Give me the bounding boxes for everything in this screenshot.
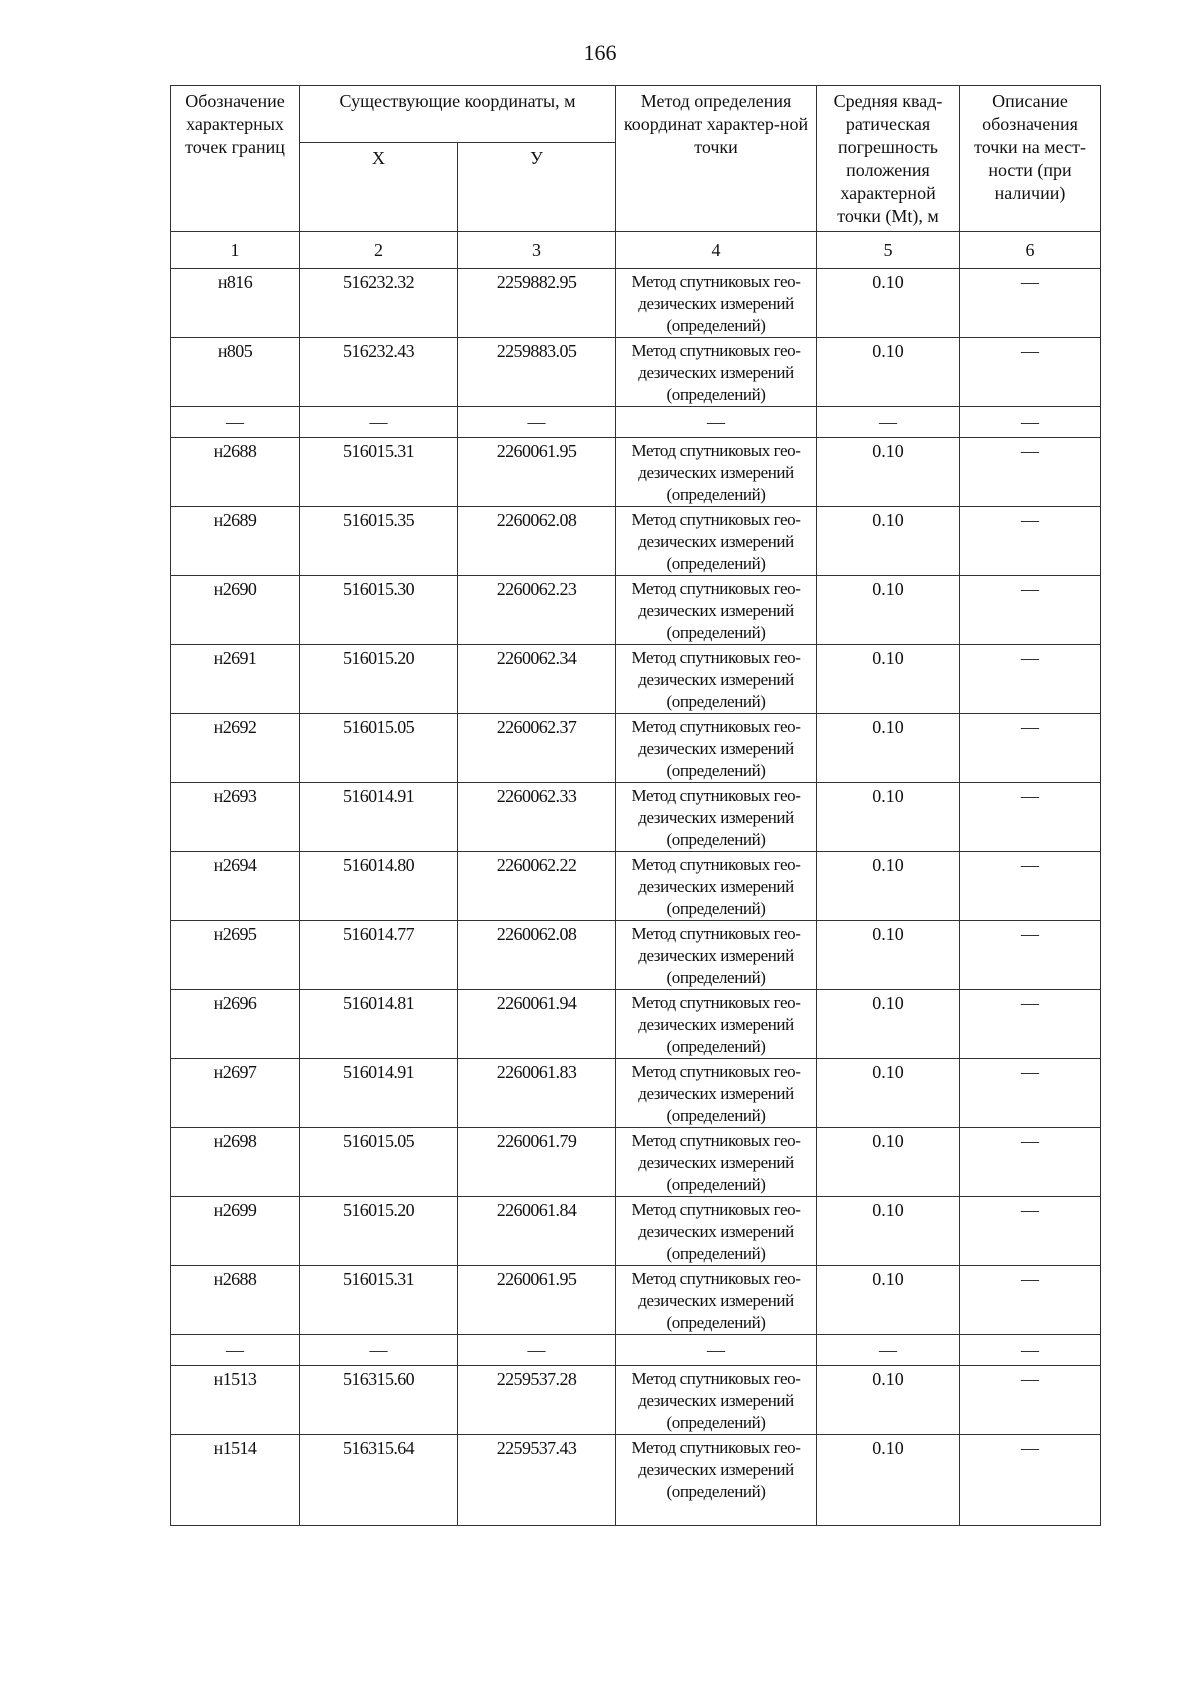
method-cell: Метод спутниковых гео-дезических измерений (определений) [616,1059,817,1128]
table-row [171,852,1101,921]
point-designation-cell: н2697 [171,1059,300,1128]
description-cell: — [960,1059,1101,1128]
header-method: Метод определения координат характер-ной точки [616,86,817,232]
method-cell: Метод спутниковых гео-дезических измерений (определений) [616,1266,817,1335]
x-coordinate-cell: 516014.91 [300,783,458,852]
point-designation-cell: н2694 [171,852,300,921]
error-cell: 0.10 [817,1266,960,1335]
header-error: Средняя квад-ратическая погрешность положения характерной точки (Mt), м [817,86,960,232]
x-coordinate-cell: 516232.32 [300,269,458,338]
method-cell: Метод спутниковых гео-дезических измерений (определений) [616,783,817,852]
description-cell: — [960,1366,1101,1435]
y-coordinate-cell: 2260061.95 [458,1266,616,1335]
column-number: 5 [817,232,960,269]
point-designation-cell: н2688 [171,438,300,507]
column-number: 3 [458,232,616,269]
y-coordinate-cell: 2259882.95 [458,269,616,338]
method-cell: Метод спутниковых гео-дезических измерений (определений) [616,714,817,783]
error-cell: 0.10 [817,990,960,1059]
point-designation-cell: н1514 [171,1435,300,1526]
column-number: 6 [960,232,1101,269]
table-row [171,645,1101,714]
error-cell: 0.10 [817,338,960,407]
description-cell: — [960,507,1101,576]
x-coordinate-cell: 516015.35 [300,507,458,576]
error-cell: 0.10 [817,921,960,990]
y-coordinate-cell: 2260062.34 [458,645,616,714]
x-coordinate-cell: 516015.05 [300,1128,458,1197]
table-row [171,576,1101,645]
description-cell: — [960,645,1101,714]
error-cell: 0.10 [817,852,960,921]
x-coordinate-cell: 516232.43 [300,338,458,407]
method-cell: Метод спутниковых гео-дезических измерений (определений) [616,269,817,338]
description-cell: — [960,1128,1101,1197]
error-cell: 0.10 [817,1059,960,1128]
table-body [171,269,1101,1526]
point-designation-cell: н2693 [171,783,300,852]
gap-dash: — [458,1335,616,1366]
point-designation-cell: н2689 [171,507,300,576]
gap-dash: — [616,1335,817,1366]
y-coordinate-cell: 2259883.05 [458,338,616,407]
method-cell: Метод спутниковых гео-дезических измерений (определений) [616,645,817,714]
point-designation-cell: н2698 [171,1128,300,1197]
description-cell: — [960,1197,1101,1266]
table-row [171,269,1101,338]
x-coordinate-cell: 516015.20 [300,645,458,714]
gap-dash: — [171,407,300,438]
description-cell: — [960,921,1101,990]
x-coordinate-cell: 516014.81 [300,990,458,1059]
x-coordinate-cell: 516014.77 [300,921,458,990]
table-gap-row [171,1335,1101,1366]
method-cell: Метод спутниковых гео-дезических измерений (определений) [616,1128,817,1197]
y-coordinate-cell: 2260061.79 [458,1128,616,1197]
table-row [171,990,1101,1059]
table-row [171,921,1101,990]
table-gap-row [171,407,1101,438]
method-cell: Метод спутниковых гео-дезических измерений (определений) [616,576,817,645]
description-cell: — [960,852,1101,921]
y-coordinate-cell: 2260062.08 [458,921,616,990]
description-cell: — [960,338,1101,407]
table-row [171,1366,1101,1435]
x-coordinate-cell: 516315.60 [300,1366,458,1435]
table-header [171,86,1101,269]
table-row [171,1435,1101,1526]
header-coordinates: Существующие координаты, м [300,86,616,143]
error-cell: 0.10 [817,507,960,576]
gap-dash: — [817,407,960,438]
point-designation-cell: н2699 [171,1197,300,1266]
table-row [171,1128,1101,1197]
method-cell: Метод спутниковых гео-дезических измерений (определений) [616,852,817,921]
description-cell: — [960,269,1101,338]
header-description: Описание обозначения точки на мест-ности (при наличии) [960,86,1101,232]
table-row [171,1059,1101,1128]
x-coordinate-cell: 516015.31 [300,1266,458,1335]
method-cell: Метод спутниковых гео-дезических измерений (определений) [616,990,817,1059]
column-number: 2 [300,232,458,269]
point-designation-cell: н2691 [171,645,300,714]
y-coordinate-cell: 2260061.84 [458,1197,616,1266]
point-designation-cell: н2696 [171,990,300,1059]
point-designation-cell: н2692 [171,714,300,783]
method-cell: Метод спутниковых гео-дезических измерений (определений) [616,1366,817,1435]
error-cell: 0.10 [817,645,960,714]
point-designation-cell: н2690 [171,576,300,645]
y-coordinate-cell: 2260061.95 [458,438,616,507]
table-row [171,783,1101,852]
table-row [171,714,1101,783]
description-cell: — [960,990,1101,1059]
y-coordinate-cell: 2260062.08 [458,507,616,576]
y-coordinate-cell: 2259537.28 [458,1366,616,1435]
point-designation-cell: н1513 [171,1366,300,1435]
error-cell: 0.10 [817,269,960,338]
description-cell: — [960,714,1101,783]
gap-dash: — [817,1335,960,1366]
error-cell: 0.10 [817,576,960,645]
x-coordinate-cell: 516015.30 [300,576,458,645]
column-number: 4 [616,232,817,269]
x-coordinate-cell: 516014.80 [300,852,458,921]
header-y: У [458,143,616,232]
gap-dash: — [300,1335,458,1366]
method-cell: Метод спутниковых гео-дезических измерений (определений) [616,1435,817,1526]
x-coordinate-cell: 516014.91 [300,1059,458,1128]
table-row [171,1266,1101,1335]
y-coordinate-cell: 2260061.94 [458,990,616,1059]
method-cell: Метод спутниковых гео-дезических измерений (определений) [616,507,817,576]
header-x: Х [300,143,458,232]
header-point-designation: Обозначение характерных точек границ [171,86,300,232]
point-designation-cell: н2695 [171,921,300,990]
y-coordinate-cell: 2260061.83 [458,1059,616,1128]
table-row [171,338,1101,407]
description-cell: — [960,1266,1101,1335]
column-number: 1 [171,232,300,269]
x-coordinate-cell: 516315.64 [300,1435,458,1526]
y-coordinate-cell: 2260062.33 [458,783,616,852]
error-cell: 0.10 [817,1435,960,1526]
gap-dash: — [960,407,1101,438]
gap-dash: — [960,1335,1101,1366]
column-numbers-row [171,232,1101,269]
point-designation-cell: н816 [171,269,300,338]
table-row [171,1197,1101,1266]
coordinates-table [170,85,1101,1526]
gap-dash: — [458,407,616,438]
x-coordinate-cell: 516015.20 [300,1197,458,1266]
method-cell: Метод спутниковых гео-дезических измерений (определений) [616,1197,817,1266]
description-cell: — [960,576,1101,645]
y-coordinate-cell: 2259537.43 [458,1435,616,1526]
y-coordinate-cell: 2260062.22 [458,852,616,921]
y-coordinate-cell: 2260062.37 [458,714,616,783]
error-cell: 0.10 [817,714,960,783]
y-coordinate-cell: 2260062.23 [458,576,616,645]
table-row [171,507,1101,576]
page-number: 166 [583,40,617,65]
point-designation-cell: н805 [171,338,300,407]
x-coordinate-cell: 516015.05 [300,714,458,783]
gap-dash: — [616,407,817,438]
error-cell: 0.10 [817,1128,960,1197]
description-cell: — [960,1435,1101,1526]
error-cell: 0.10 [817,1197,960,1266]
gap-dash: — [171,1335,300,1366]
error-cell: 0.10 [817,1366,960,1435]
gap-dash: — [300,407,458,438]
table-row [171,438,1101,507]
description-cell: — [960,438,1101,507]
method-cell: Метод спутниковых гео-дезических измерений (определений) [616,338,817,407]
x-coordinate-cell: 516015.31 [300,438,458,507]
description-cell: — [960,783,1101,852]
error-cell: 0.10 [817,438,960,507]
method-cell: Метод спутниковых гео-дезических измерений (определений) [616,438,817,507]
point-designation-cell: н2688 [171,1266,300,1335]
error-cell: 0.10 [817,783,960,852]
method-cell: Метод спутниковых гео-дезических измерений (определений) [616,921,817,990]
